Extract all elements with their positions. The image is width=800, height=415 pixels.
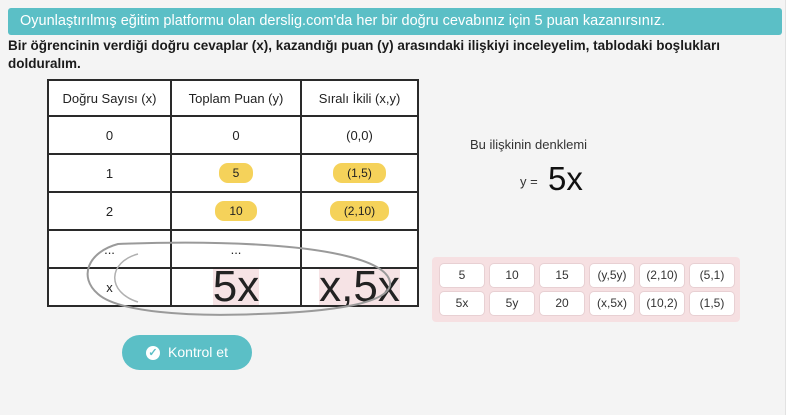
- option-chip[interactable]: 15: [540, 264, 584, 287]
- answer-slot[interactable]: [301, 192, 418, 230]
- option-chip[interactable]: (10,2): [640, 292, 684, 315]
- answer-chip[interactable]: (2,10): [330, 201, 389, 221]
- option-chip[interactable]: (2,10): [640, 264, 684, 287]
- answer-slot[interactable]: [301, 154, 418, 192]
- cell-x: x: [48, 268, 171, 306]
- answer-chip[interactable]: 10: [215, 201, 256, 221]
- table-row: [48, 116, 418, 154]
- answer-slot[interactable]: [301, 262, 418, 311]
- table-row: [48, 192, 418, 230]
- cell-x: 0: [48, 116, 171, 154]
- cell-y: ...: [171, 230, 301, 268]
- option-chip[interactable]: (y,5y): [590, 264, 634, 287]
- equation-answer[interactable]: 5x: [548, 160, 583, 197]
- cell-x: ...: [48, 230, 171, 268]
- info-banner: Oyunlaştırılmış eğitim platformu olan derslig.com'da her bir doğru cevabınız için 5 puan kazanırsınız.: [8, 8, 782, 35]
- option-chip[interactable]: 10: [490, 264, 534, 287]
- page-edge: [785, 0, 800, 415]
- answer-slot[interactable]: [171, 154, 301, 192]
- cell-pair: (0,0): [301, 116, 418, 154]
- check-button[interactable]: [122, 335, 252, 370]
- header-total-points: Toplam Puan (y): [171, 80, 301, 116]
- option-chip[interactable]: (1,5): [690, 292, 734, 315]
- header-ordered-pair: Sıralı İkili (x,y): [301, 80, 418, 116]
- option-chip[interactable]: 20: [540, 292, 584, 315]
- header-correct-count: Doğru Sayısı (x): [48, 80, 171, 116]
- option-chip[interactable]: (x,5x): [590, 292, 634, 315]
- table-header-row: [48, 80, 418, 116]
- option-chip[interactable]: 5x: [440, 292, 484, 315]
- handwritten-answer: 5x: [212, 262, 260, 311]
- values-table: [47, 79, 419, 311]
- option-chip[interactable]: 5y: [490, 292, 534, 315]
- option-chip[interactable]: 5: [440, 264, 484, 287]
- table-row: [48, 268, 418, 306]
- handwritten-answer: x,5x: [319, 262, 400, 311]
- answer-slot[interactable]: [171, 262, 301, 311]
- cell-y: 0: [171, 116, 301, 154]
- check-button-label: Kontrol et: [168, 344, 228, 360]
- answer-options-panel: [432, 257, 740, 322]
- equation-prefix: y =: [520, 174, 538, 189]
- answer-slot[interactable]: [171, 192, 301, 230]
- equation-label: Bu ilişkinin denklemi: [470, 137, 588, 152]
- cell-x: 1: [48, 154, 171, 192]
- answer-chip[interactable]: (1,5): [333, 163, 386, 183]
- answer-chip[interactable]: 5: [219, 163, 254, 183]
- question-text: Bir öğrencinin verdiği doğru cevaplar (x), kazandığı puan (y) arasındaki ilişkiyi inceleyelim, tablodaki boşlukları dolduralım.: [8, 38, 720, 71]
- cell-x: 2: [48, 192, 171, 230]
- option-chip[interactable]: (5,1): [690, 264, 734, 287]
- table-row: [48, 154, 418, 192]
- check-circle-icon: ✓: [146, 346, 160, 360]
